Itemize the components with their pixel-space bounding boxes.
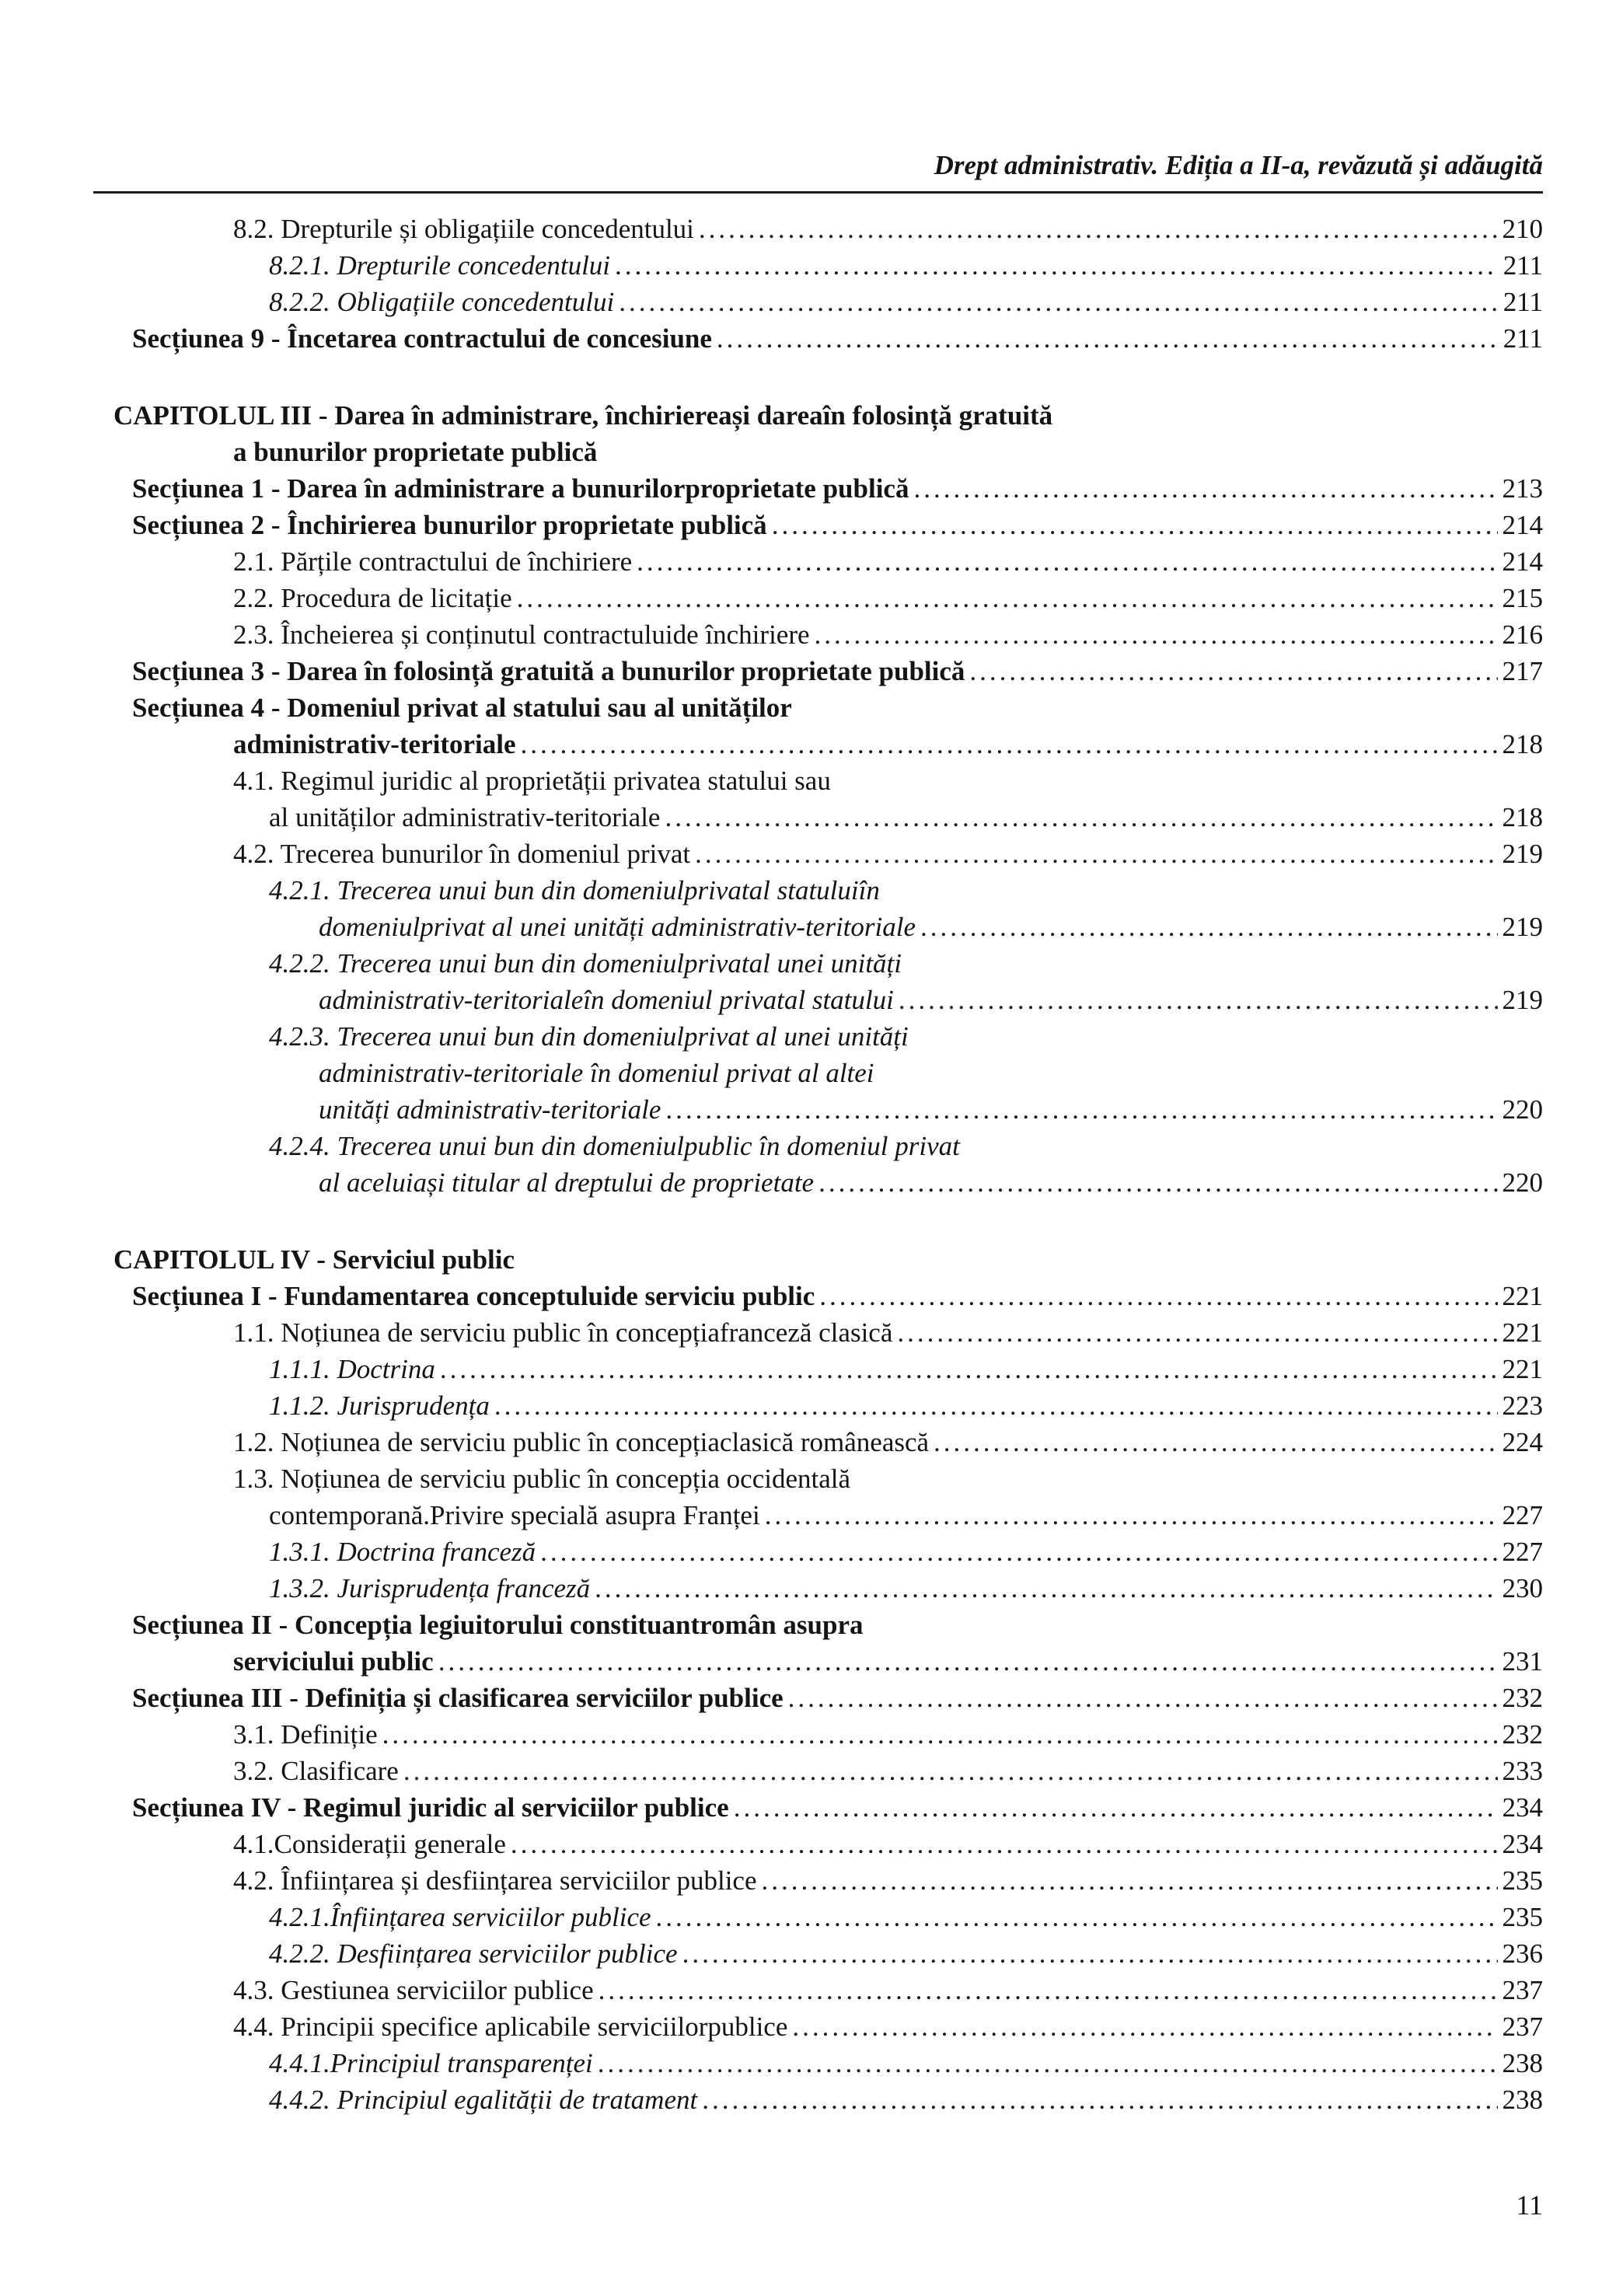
running-title: Drept administrativ. Ediția a II-a, revăzută și adăugită [934, 150, 1543, 180]
toc-entry-text: Secțiunea II - Concepția legiuitorului constituantromân asupra [132, 1610, 864, 1640]
toc-page-ref: 220 [1502, 1094, 1543, 1125]
toc-leader-dots [403, 1753, 1498, 1789]
toc-entry-line [113, 1460, 1543, 1497]
toc-leader-dots [511, 1826, 1498, 1862]
toc-entry-text: 4.2.2. Trecerea unui bun din domeniulprivatal unei unități [269, 948, 902, 979]
toc-entry-text: 1.3.2. Jurisprudența franceză [269, 1573, 591, 1603]
toc-entry-line [113, 1862, 1543, 1899]
toc-entry-line [113, 1899, 1543, 1935]
toc-entry-text: domeniulprivat al unei unități administrativ-teritoriale [319, 912, 916, 942]
toc-entry-line [113, 397, 1543, 434]
toc-leader-dots [695, 836, 1497, 872]
toc-leader-dots [969, 653, 1497, 689]
toc-leader-dots [619, 284, 1499, 320]
toc-leader-dots [762, 1862, 1498, 1899]
toc-page-ref: 219 [1502, 912, 1543, 942]
toc-entry-text: CAPITOLUL IV - Serviciul public [113, 1244, 515, 1275]
toc-entry-line [113, 543, 1543, 580]
toc-entry-text: a bunurilor proprietate publică [233, 437, 598, 467]
toc-entry-text: 1.1.2. Jurisprudența [269, 1391, 490, 1421]
toc-entry-line [113, 1972, 1543, 2008]
toc-leader-dots [815, 616, 1498, 653]
toc-entry-line [113, 1091, 1543, 1128]
toc-leader-dots [438, 1643, 1498, 1680]
toc-entry-line [113, 1387, 1543, 1424]
toc-leader-dots [818, 1164, 1497, 1201]
toc-entry-line [113, 616, 1543, 653]
toc-entry-text: 1.3. Noțiunea de serviciu public în concepția occidentală [233, 1464, 851, 1494]
toc-entry-text: 4.1.Considerații generale [233, 1829, 506, 1859]
toc-page-ref: 237 [1502, 2012, 1543, 2042]
toc-page-ref: 233 [1502, 1756, 1543, 1786]
toc-entry-line [113, 982, 1543, 1018]
toc-page-ref: 238 [1502, 2048, 1543, 2078]
toc-page-ref: 221 [1502, 1354, 1543, 1384]
toc-leader-dots [934, 1424, 1497, 1460]
toc-leader-dots [440, 1351, 1498, 1387]
page-header [113, 149, 1543, 194]
toc-page-ref: 220 [1502, 1167, 1543, 1198]
toc-entry-text: 1.2. Noțiunea de serviciu public în concepțiaclasică românească [233, 1427, 930, 1457]
toc-entry-text: Secțiunea 2 - Închirierea bunurilor proprietate publică [132, 510, 767, 540]
toc-leader-dots [699, 211, 1498, 247]
toc-entry-text: Secțiunea 1 - Darea în administrare a bunurilorproprietate publică [132, 473, 909, 504]
toc-page-ref: 234 [1502, 1792, 1543, 1823]
toc-entry-text: 4.2. Înființarea și desființarea serviciilor publice [233, 1865, 757, 1896]
toc-entry-line [113, 580, 1543, 616]
toc-entry-text: Secțiunea 3 - Darea în folosință gratuită a bunurilor proprietate publică [132, 656, 965, 686]
toc-page-ref: 231 [1502, 1646, 1543, 1677]
toc-page-ref: 232 [1502, 1683, 1543, 1713]
toc-entry-text: contemporană.Privire specială asupra Franței [269, 1500, 760, 1530]
toc-page-ref: 230 [1502, 1573, 1543, 1603]
toc-entry-text: Secțiunea IV - Regimul juridic al serviciilor publice [132, 1792, 729, 1823]
toc-entry-text: Secțiunea 4 - Domeniul privat al statului sau al unităților [132, 693, 792, 723]
toc-leader-dots [792, 2008, 1497, 2045]
toc-entry-text: 8.2.1. Drepturile concedentului [269, 250, 611, 281]
toc-page-ref: 227 [1502, 1500, 1543, 1530]
toc-entry-text: 8.2. Drepturile și obligațiile concedentului [233, 214, 694, 244]
toc-entry-line [113, 1826, 1543, 1862]
toc-entry-text: 4.4. Principii specifice aplicabile serviciilorpublice [233, 2012, 788, 2042]
toc-leader-dots [382, 1716, 1498, 1753]
toc-leader-dots [599, 1972, 1498, 2008]
toc-entry-text: 2.3. Încheierea și conținutul contractuluide închiriere [233, 619, 810, 650]
toc-page-ref: 227 [1502, 1537, 1543, 1567]
toc-entry-line [113, 1534, 1543, 1570]
toc-entry-line [113, 1643, 1543, 1680]
toc-leader-dots [517, 580, 1498, 616]
toc-page-ref: 214 [1502, 546, 1543, 577]
toc-entry-line [113, 836, 1543, 872]
toc-entry-text: 4.3. Gestiunea serviciilor publice [233, 1975, 594, 2005]
toc-entry-text: 4.2.3. Trecerea unui bun din domeniulprivat al unei unități [269, 1021, 909, 1052]
toc-entry-line [113, 2008, 1543, 2045]
toc-entry-line [113, 653, 1543, 689]
toc-entry-line [113, 2081, 1543, 2118]
toc-page-ref: 238 [1502, 2085, 1543, 2115]
toc-entry-line [113, 762, 1543, 799]
toc-entry-line [113, 945, 1543, 982]
toc-entry-text: 8.2.2. Obligațiile concedentului [269, 287, 615, 317]
toc-entry-line [113, 1351, 1543, 1387]
toc-entry-text: al unităților administrativ-teritoriale [269, 802, 661, 832]
toc-entry-text: 2.2. Procedura de licitație [233, 583, 512, 613]
toc-entry-text: al aceluiași titular al dreptului de proprietate [319, 1167, 815, 1198]
toc-entry-line [113, 470, 1543, 507]
toc-entry-line [113, 1018, 1543, 1055]
toc-entry-text: Secțiunea III - Definiția și clasificarea serviciilor publice [132, 1683, 784, 1713]
toc-entry-line [113, 1164, 1543, 1201]
toc-page-ref: 236 [1502, 1938, 1543, 1969]
toc-page-ref: 218 [1502, 802, 1543, 832]
toc-entry-line [113, 1314, 1543, 1351]
toc-entry-text: 4.2.1.Înființarea serviciilor publice [269, 1902, 651, 1932]
toc-entry-text: 4.2.4. Trecerea unui bun din domeniulpublic în domeniul privat [269, 1131, 960, 1161]
toc-entry-text: 4.4.1.Principiul transparenței [269, 2048, 593, 2078]
toc-leader-dots [788, 1680, 1498, 1716]
toc-page-ref: 213 [1502, 473, 1543, 504]
toc-leader-dots [494, 1387, 1498, 1424]
toc-entry-line [113, 211, 1543, 247]
toc-entry-text: 4.4.2. Principiul egalității de tratament [269, 2085, 698, 2115]
toc-leader-dots [913, 470, 1497, 507]
toc-entry-text: administrativ-teritorialeîn domeniul privatal statului [319, 985, 894, 1015]
toc-leader-dots [819, 1278, 1497, 1314]
toc-entry-text: 1.1. Noțiunea de serviciu public în concepțiafranceză clasică [233, 1317, 893, 1348]
toc-entry-line [113, 1055, 1543, 1091]
toc-leader-dots [595, 1570, 1497, 1607]
toc-spacer [113, 1201, 1543, 1241]
toc-page-ref: 217 [1502, 656, 1543, 686]
toc-leader-dots [734, 1789, 1498, 1826]
toc-entry-text: 2.1. Părțile contractului de închiriere [233, 546, 633, 577]
toc-list [113, 211, 1543, 2118]
toc-page-ref: 223 [1502, 1391, 1543, 1421]
toc-entry-line [113, 1753, 1543, 1789]
toc-entry-text: Secțiunea 9 - Încetarea contractului de concesiune [132, 323, 712, 354]
toc-entry-line [113, 2045, 1543, 2081]
toc-leader-dots [899, 982, 1498, 1018]
toc-entry-text: 4.2.2. Desființarea serviciilor publice [269, 1938, 678, 1969]
toc-page-ref: 214 [1502, 510, 1543, 540]
toc-entry-text: administrativ-teritoriale [233, 729, 516, 759]
toc-page-ref: 224 [1502, 1427, 1543, 1457]
toc-leader-dots [717, 320, 1499, 357]
toc-entry-line [113, 1935, 1543, 1972]
toc-entry-line [113, 1716, 1543, 1753]
toc-page-ref: 210 [1502, 214, 1543, 244]
toc-entry-line [113, 909, 1543, 945]
toc-entry-line [113, 872, 1543, 909]
toc-page-ref: 221 [1502, 1317, 1543, 1348]
toc-leader-dots [665, 799, 1497, 836]
toc-entry-line [113, 1128, 1543, 1164]
toc-page-ref: 237 [1502, 1975, 1543, 2005]
toc-leader-dots [702, 2081, 1497, 2118]
toc-entry-line [113, 434, 1543, 470]
toc-page-ref: 218 [1502, 729, 1543, 759]
toc-leader-dots [920, 909, 1497, 945]
toc-leader-dots [765, 1497, 1498, 1534]
toc-entry-text: administrativ-teritoriale în domeniul privat al altei [319, 1058, 874, 1088]
page-number: 11 [1516, 2190, 1543, 2221]
toc-entry-text: 1.1.1. Doctrina [269, 1354, 435, 1384]
page-footer [1516, 2189, 1543, 2221]
toc-entry-text: 4.1. Regimul juridic al proprietății privatea statului sau [233, 766, 831, 796]
toc-page-ref: 219 [1502, 839, 1543, 869]
toc-page-ref: 221 [1502, 1281, 1543, 1311]
toc-page-ref: 235 [1502, 1865, 1543, 1896]
toc-leader-dots [521, 726, 1498, 762]
toc-page-ref: 211 [1503, 250, 1543, 281]
toc-page-ref: 235 [1502, 1902, 1543, 1932]
toc-entry-line [113, 1424, 1543, 1460]
toc-leader-dots [665, 1091, 1497, 1128]
toc-leader-dots [637, 543, 1497, 580]
toc-entry-line [113, 1497, 1543, 1534]
toc-entry-text: 1.3.1. Doctrina franceză [269, 1537, 536, 1567]
toc-leader-dots [615, 247, 1499, 284]
toc-page-ref: 219 [1502, 985, 1543, 1015]
toc-leader-dots [682, 1935, 1498, 1972]
toc-entry-text: CAPITOLUL III - Darea în administrare, închiriereași dareaîn folosință gratuită [113, 400, 1053, 431]
toc-entry-line [113, 320, 1543, 357]
toc-entry-text: unități administrativ-teritoriale [319, 1094, 661, 1125]
toc-leader-dots [540, 1534, 1497, 1570]
header-rule [93, 191, 1543, 194]
toc-page-ref: 234 [1502, 1829, 1543, 1859]
toc-entry-line [113, 1789, 1543, 1826]
toc-page-ref: 216 [1502, 619, 1543, 650]
toc-entry-line [113, 507, 1543, 543]
toc-entry-text: 3.2. Clasificare [233, 1756, 399, 1786]
toc-entry-line [113, 1241, 1543, 1278]
toc-page-ref: 211 [1503, 323, 1543, 354]
toc-entry-text: 4.2. Trecerea bunurilor în domeniul privat [233, 839, 691, 869]
toc-leader-dots [772, 507, 1498, 543]
toc-entry-line [113, 1680, 1543, 1716]
toc-entry-line [113, 799, 1543, 836]
toc-entry-line [113, 689, 1543, 726]
toc-page-ref: 232 [1502, 1719, 1543, 1750]
toc-entry-text: serviciului public [233, 1646, 434, 1677]
toc-entry-line [113, 1607, 1543, 1643]
toc-entry-line [113, 247, 1543, 284]
toc-entry-text: Secțiunea I - Fundamentarea conceptuluide serviciu public [132, 1281, 815, 1311]
toc-leader-dots [656, 1899, 1498, 1935]
toc-page-ref: 211 [1503, 287, 1543, 317]
toc-entry-line [113, 1570, 1543, 1607]
toc-page-ref: 215 [1502, 583, 1543, 613]
toc-entry-text: 4.2.1. Trecerea unui bun din domeniulprivatal statuluiîn [269, 875, 880, 905]
toc-leader-dots [598, 2045, 1498, 2081]
toc-entry-line [113, 1278, 1543, 1314]
toc-leader-dots [897, 1314, 1497, 1351]
toc-entry-line [113, 726, 1543, 762]
toc-entry-line [113, 284, 1543, 320]
toc-spacer [113, 357, 1543, 397]
toc-entry-text: 3.1. Definiție [233, 1719, 378, 1750]
